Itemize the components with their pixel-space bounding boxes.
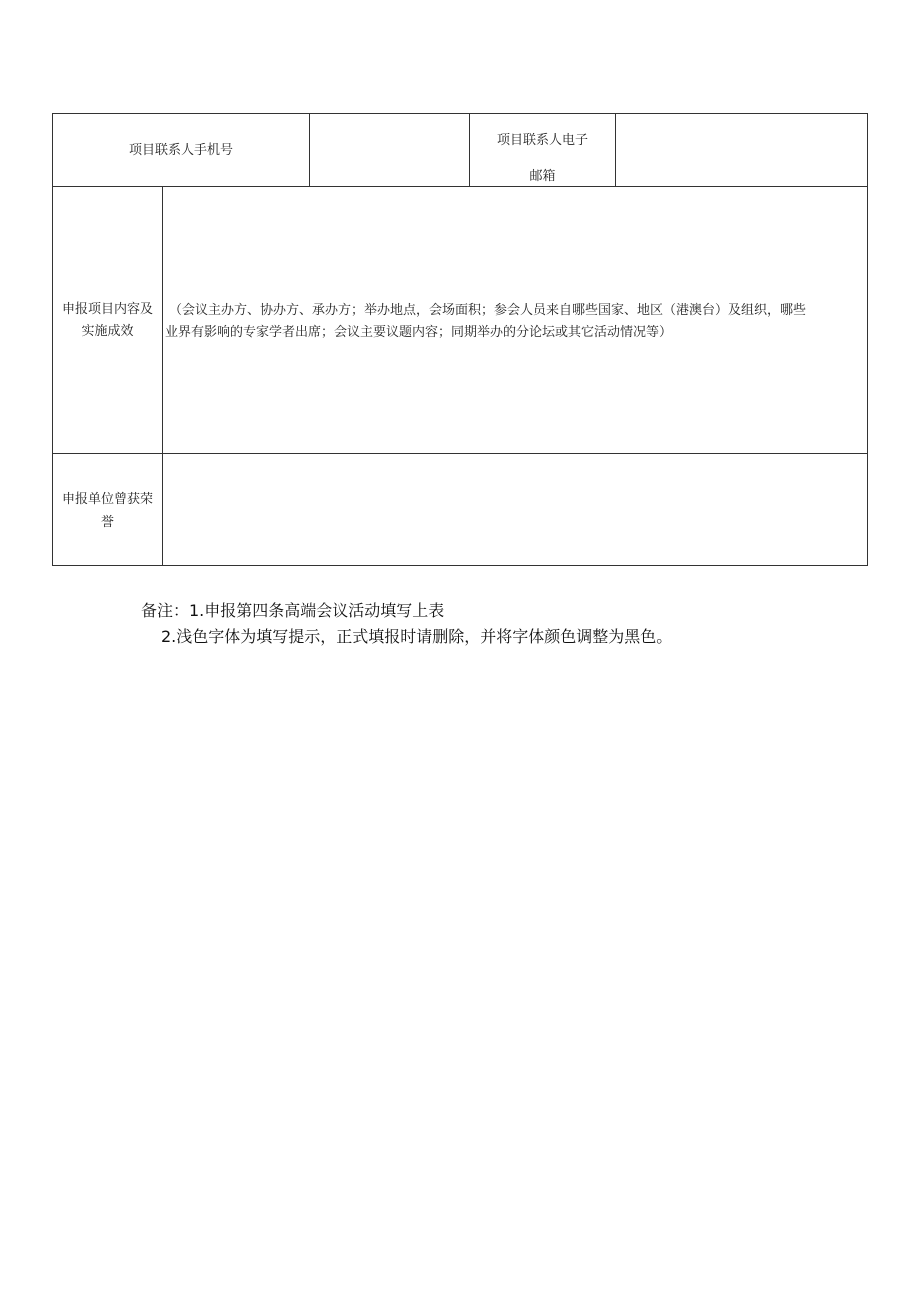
email-label-cell: [469, 113, 616, 187]
content-input-cell[interactable]: [162, 186, 868, 454]
content-label-line2: 实施成效: [81, 324, 134, 339]
honors-input-cell[interactable]: [162, 453, 868, 566]
phone-label-cell: [52, 113, 310, 187]
phone-input-cell[interactable]: [309, 113, 470, 187]
content-hint-line1: （会议主办方、协办方、承办方；举办地点，会场面积；参会人员来自哪些国家、地区（港澳台）及组织，哪些: [169, 303, 807, 318]
email-label-line1: 项目联系人电子: [496, 133, 588, 148]
content-hint-line2: 业界有影响的专家学者出席；会议主要议题内容；同期举办的分论坛或其它活动情况等）: [165, 325, 673, 340]
content-label-line1: 申报项目内容及: [61, 302, 153, 317]
honors-label-line1: 申报单位曾获荣: [61, 492, 153, 507]
honors-label-line2: 誉: [100, 515, 114, 530]
email-input-cell[interactable]: [615, 113, 868, 187]
note-line2: 2.浅色字体为填写提示，正式填报时请删除，并将字体颜色调整为黑色。: [161, 627, 673, 646]
email-label-line2: 邮箱: [529, 169, 556, 184]
note-line1: 备注：1.申报第四条高端会议活动填写上表: [141, 601, 445, 620]
phone-label: 项目联系人手机号: [128, 143, 233, 158]
honors-label-cell: [52, 453, 163, 566]
content-label-cell: [52, 186, 163, 454]
